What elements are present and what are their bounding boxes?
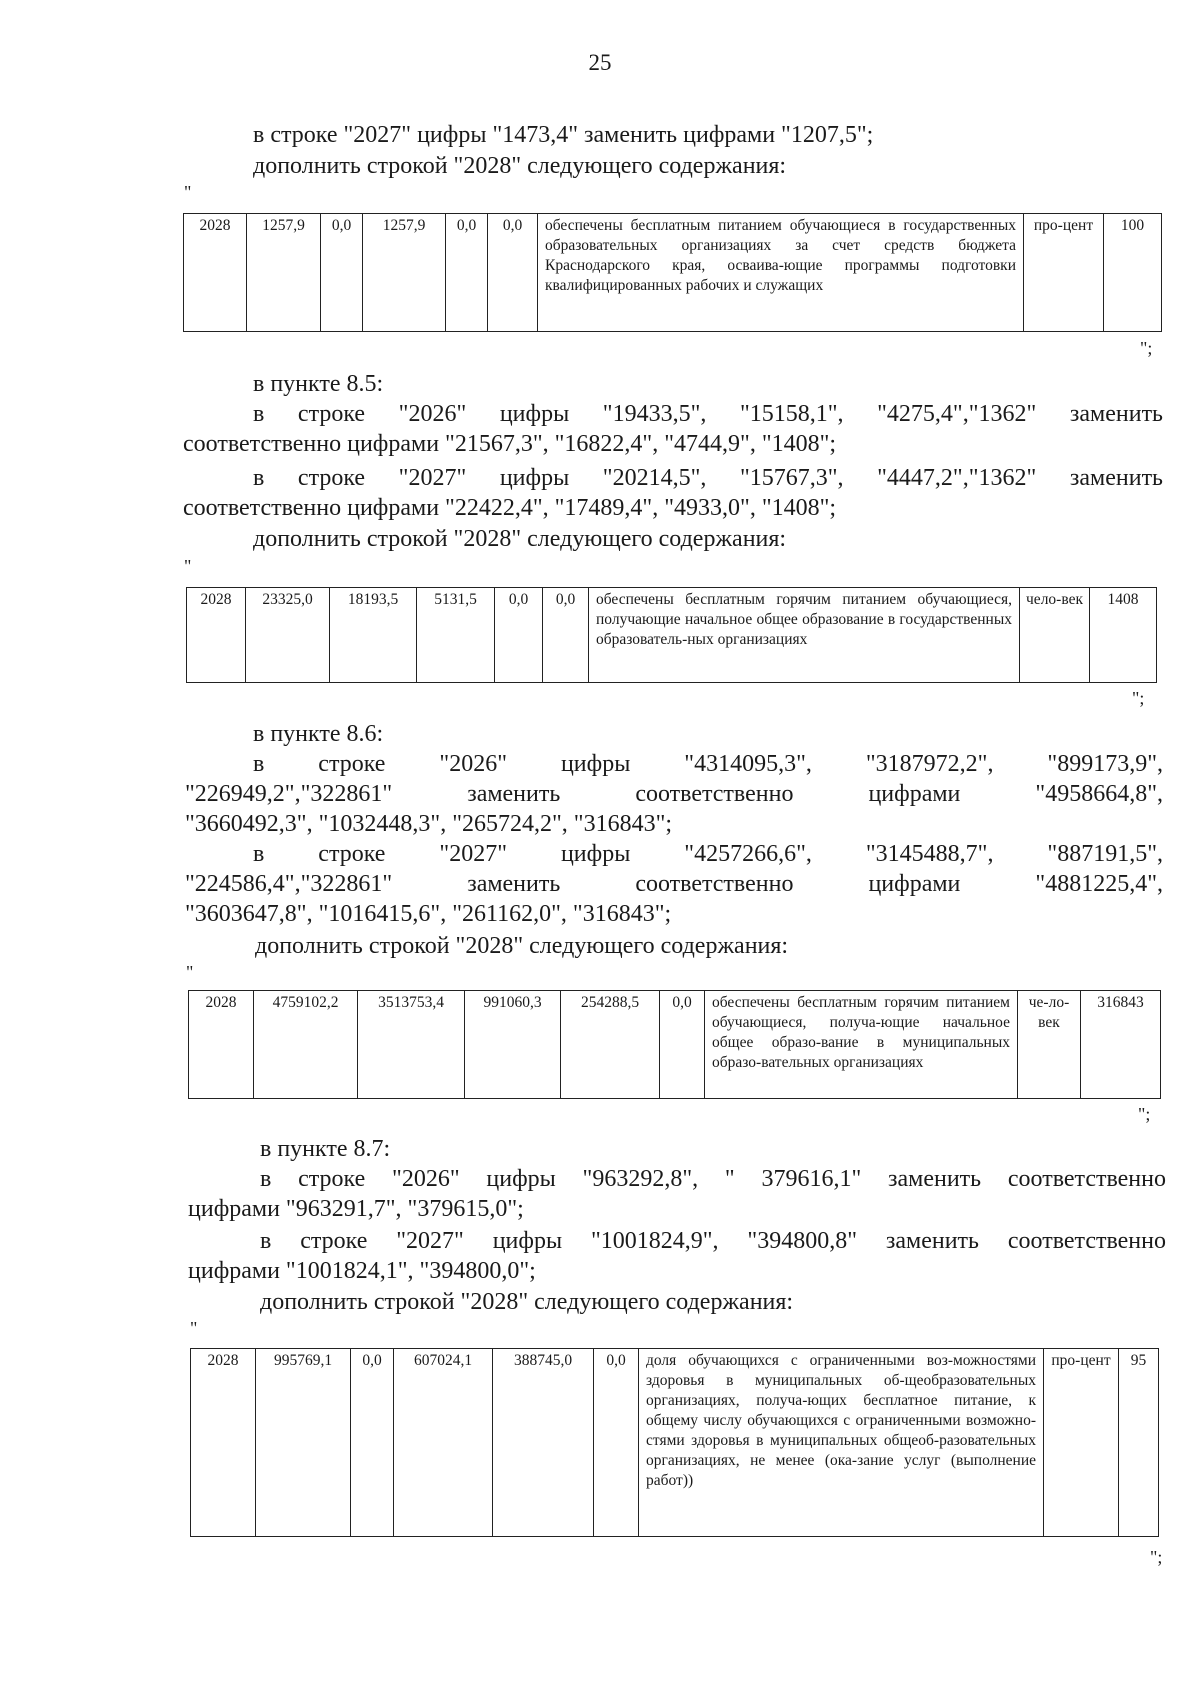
closing-quote: ";	[1150, 1547, 1163, 1567]
table-cell: 607024,1	[394, 1349, 493, 1537]
opening-quote: "	[190, 1318, 198, 1338]
table-row	[184, 214, 1162, 332]
table-cell: 995769,1	[256, 1349, 351, 1537]
paragraph-line: дополнить строкой "2028" следующего содержания:	[260, 1289, 794, 1315]
unit-cell: про-цент	[1044, 1349, 1119, 1537]
indicator-description: доля обучающихся с ограниченными воз-можностями здоровья в муниципальных об-щеобразовательных организациях, получа-ющих бесплатное питание, к общему числу обучающихся с ограниченными возможно-стями здоровья в муниципальных общеоб-разовательных организациях, не менее (ока-зание услуг (выполнение работ))	[639, 1349, 1044, 1537]
paragraph-line: в строке "2026" цифры "963292,8", " 379616,1" заменить соответственно	[260, 1166, 1166, 1192]
value-cell: 95	[1119, 1349, 1159, 1537]
closing-quote: ";	[1140, 338, 1153, 358]
table-cell: 388745,0	[493, 1349, 594, 1537]
indicator-description: обеспечены бесплатным горячим питанием обучающиеся, получа-ющие начальное общее образо-вание в муниципальных образо-вательных организациях	[705, 991, 1018, 1099]
table-cell: 0,0	[594, 1349, 639, 1537]
table-cell: 4759102,2	[254, 991, 358, 1099]
paragraph-line: "3603647,8", "1016415,6", "261162,0", "316843";	[185, 901, 672, 927]
closing-quote: ";	[1132, 688, 1145, 708]
paragraph-line: в строке "2027" цифры "1001824,9", "394800,8" заменить соответственно	[260, 1228, 1166, 1254]
amendment-table	[188, 990, 1161, 1099]
paragraph-line: соответственно цифрами "22422,4", "17489,4", "4933,0", "1408";	[183, 495, 837, 521]
table-cell: 18193,5	[330, 588, 417, 683]
paragraph-line: в строке "2027" цифры "1473,4" заменить цифрами "1207,5";	[253, 122, 874, 148]
paragraph-line: "3660492,3", "1032448,3", "265724,2", "316843";	[185, 811, 673, 837]
table-cell: 0,0	[488, 214, 538, 332]
amendment-table	[190, 1348, 1159, 1537]
table-cell: 0,0	[321, 214, 363, 332]
table-cell: 991060,3	[465, 991, 561, 1099]
opening-quote: "	[184, 556, 192, 576]
table-cell: 0,0	[660, 991, 705, 1099]
table-cell: 2028	[184, 214, 247, 332]
section-heading: в пункте 8.5:	[253, 371, 384, 397]
paragraph-line: цифрами "963291,7", "379615,0";	[188, 1196, 524, 1222]
table-cell: 1257,9	[247, 214, 321, 332]
paragraph-line: в строке "2026" цифры "4314095,3", "3187972,2", "899173,9",	[253, 751, 1163, 777]
unit-cell: чело-век	[1020, 588, 1090, 683]
amendment-table	[186, 587, 1157, 683]
table-cell: 5131,5	[417, 588, 495, 683]
indicator-description: обеспечены бесплатным горячим питанием обучающиеся, получающие начальное общее образование в государственных образователь-ных организациях	[589, 588, 1020, 683]
paragraph-line: дополнить строкой "2028" следующего содержания:	[253, 153, 787, 179]
paragraph-line: в строке "2027" цифры "4257266,6", "3145488,7", "887191,5",	[253, 841, 1163, 867]
paragraph-line: соответственно цифрами "21567,3", "16822,4", "4744,9", "1408";	[183, 431, 837, 457]
section-heading: в пункте 8.7:	[260, 1136, 391, 1162]
section-heading: в пункте 8.6:	[253, 721, 384, 747]
paragraph-line: "224586,4","322861" заменить соответственно цифрами "4881225,4",	[185, 871, 1163, 897]
opening-quote: "	[186, 962, 194, 982]
paragraph-line: "226949,2","322861" заменить соответственно цифрами "4958664,8",	[185, 781, 1163, 807]
value-cell: 316843	[1081, 991, 1161, 1099]
table-cell: 23325,0	[246, 588, 330, 683]
table-row	[189, 991, 1161, 1099]
paragraph-line: дополнить строкой "2028" следующего содержания:	[253, 526, 787, 552]
table-row	[187, 588, 1157, 683]
table-cell: 0,0	[495, 588, 543, 683]
table-cell: 3513753,4	[358, 991, 465, 1099]
table-cell: 0,0	[543, 588, 589, 683]
table-row	[191, 1349, 1159, 1537]
table-cell: 0,0	[351, 1349, 394, 1537]
paragraph-line: в строке "2027" цифры "20214,5", "15767,3", "4447,2","1362" заменить	[253, 465, 1163, 491]
opening-quote: "	[184, 182, 192, 202]
table-cell: 254288,5	[561, 991, 660, 1099]
paragraph-line: дополнить строкой "2028" следующего содержания:	[255, 933, 789, 959]
table-cell: 2028	[191, 1349, 256, 1537]
page-number: 25	[588, 50, 612, 75]
value-cell: 1408	[1090, 588, 1157, 683]
indicator-description: обеспечены бесплатным питанием обучающиеся в государственных образовательных организациях за счет средств бюджета Краснодарского края, осваива-ющие программы подготовки квалифицированных рабочих и служащих	[538, 214, 1024, 332]
paragraph-line: цифрами "1001824,1", "394800,0";	[188, 1258, 536, 1284]
table-cell: 2028	[189, 991, 254, 1099]
table-cell: 2028	[187, 588, 246, 683]
table-cell: 0,0	[446, 214, 488, 332]
value-cell: 100	[1104, 214, 1162, 332]
paragraph-line: в строке "2026" цифры "19433,5", "15158,1", "4275,4","1362" заменить	[253, 401, 1163, 427]
closing-quote: ";	[1138, 1104, 1151, 1124]
amendment-table	[183, 213, 1162, 332]
table-cell: 1257,9	[363, 214, 446, 332]
unit-cell: про-цент	[1024, 214, 1104, 332]
unit-cell: че-ло-век	[1018, 991, 1081, 1099]
